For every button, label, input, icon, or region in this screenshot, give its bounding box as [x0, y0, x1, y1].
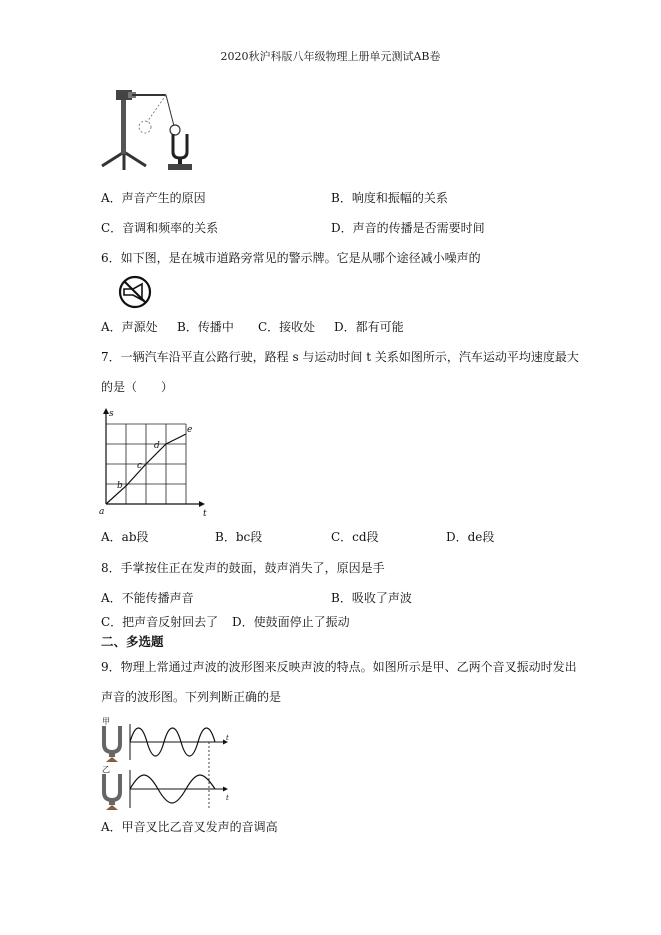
q7-distance-time-graph [99, 406, 211, 519]
graph-point-b: b [117, 481, 123, 491]
q9-stem-line2: 声音的波形图。下列判断正确的是 [101, 690, 282, 704]
q6-option-b[interactable]: B．传播中 [177, 320, 234, 334]
q5-option-c[interactable]: C．音调和频率的关系 [101, 221, 219, 235]
q7-option-d[interactable]: D．de段 [446, 530, 495, 544]
wave-axis-t-bottom: t [226, 794, 229, 802]
q8-option-a[interactable]: A．不能传播声音 [101, 591, 194, 605]
q7-stem-line1: 7．一辆汽车沿平直公路行驶，路程 s 与运动时间 t 关系如图所示，汽车运动平均速度最大 [101, 350, 579, 364]
page-header: 2020秋沪科版八年级物理上册单元测试AB卷 [220, 50, 441, 63]
no-horn-sign-icon [115, 274, 155, 310]
fork-label-yi: 乙 [102, 765, 110, 774]
q7-stem-line2: 的是（ ） [101, 380, 174, 394]
q5-option-d[interactable]: D．声音的传播是否需要时间 [331, 221, 485, 235]
q5-option-a[interactable]: A．声音产生的原因 [101, 191, 206, 205]
q6-option-d[interactable]: D．都有可能 [334, 320, 404, 334]
wave-axis-t-top: t [226, 734, 229, 742]
q5-option-b[interactable]: B．响度和振幅的关系 [331, 191, 448, 205]
q8-stem: 8．手掌按住正在发声的鼓面，鼓声消失了，原因是手 [101, 561, 385, 575]
q9-waveform-figure [100, 716, 240, 812]
section-heading-multiple-choice: 二、多选题 [101, 634, 164, 649]
q8-option-c[interactable]: C．把声音反射回去了 [101, 615, 219, 629]
q9-option-a[interactable]: A．甲音叉比乙音叉发声的音调高 [101, 820, 278, 834]
q8-option-b[interactable]: B．吸收了声波 [331, 591, 412, 605]
fork-label-jia: 甲 [102, 717, 110, 726]
graph-point-c: c [137, 461, 143, 471]
q8-option-d[interactable]: D．使鼓面停止了振动 [232, 615, 350, 629]
graph-point-e: e [187, 425, 193, 435]
graph-point-a: a [99, 507, 105, 517]
graph-axis-t: t [203, 509, 207, 519]
graph-point-d: d [154, 441, 160, 451]
q6-option-c[interactable]: C．接收处 [258, 320, 316, 334]
q7-option-a[interactable]: A．ab段 [101, 530, 149, 544]
q6-stem: 6．如下图，是在城市道路旁常见的警示牌。它是从哪个途径减小噪声的 [101, 251, 481, 265]
q9-stem-line1: 9．物理上常通过声波的波形图来反映声波的特点。如图所示是甲、乙两个音叉振动时发出 [101, 660, 577, 674]
graph-axis-s: s [109, 409, 114, 419]
q6-option-a[interactable]: A．声源处 [101, 320, 158, 334]
q7-option-b[interactable]: B．bc段 [215, 530, 263, 544]
pendulum-tuning-fork-figure [100, 86, 210, 174]
q7-option-c[interactable]: C．cd段 [331, 530, 379, 544]
